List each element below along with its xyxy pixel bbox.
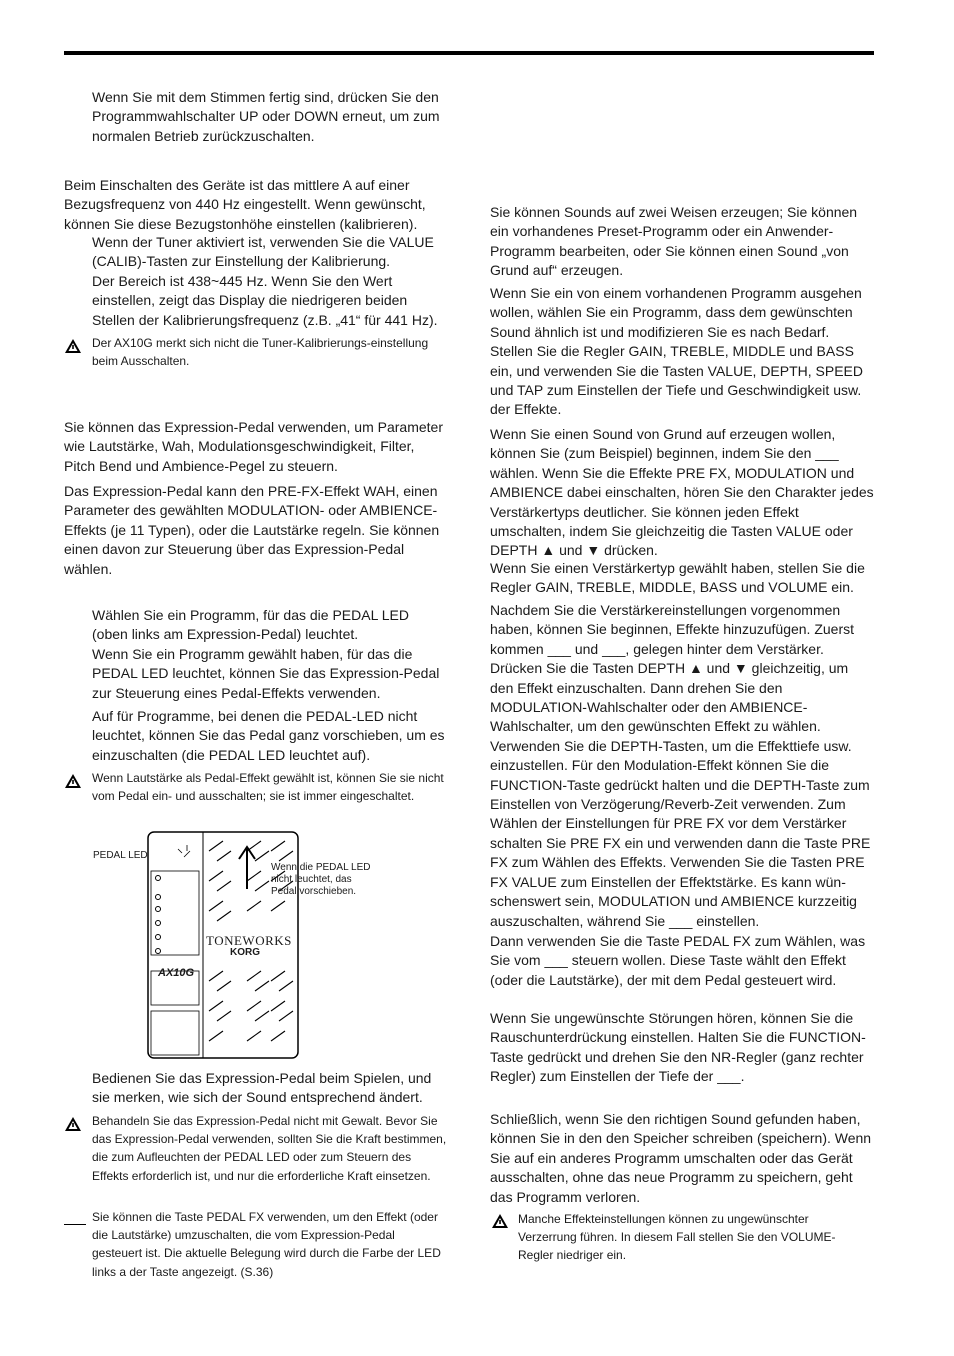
warning-icon [64,773,82,789]
toneworks-logo: TONEWORKS [206,933,292,948]
pedal-figure-caption: Wenn die PEDAL LED nicht leuchtet, das Pedal vorschieben. [271,862,371,897]
pedalfx-note: Sie können die Taste PEDAL FX verwenden, um den Effekt (oder die Lautstärke) umzuschalten, die vom Expression-Pedal gesteuert ist. Die aktuelle Belegung wird durch die Farbe der LED links a der Taste angezeigt. (S.36) [92,1210,441,1279]
add-effects-text: Nachdem Sie die Verstärkereinstellungen vorgenommen haben, können Sie beginnen, Effekte hinzuzufügen. Zuerst kommen ___ und ___, gelegen hinter dem Verstärker. Drücken Sie die Tasten DEPTH ▲ und ▼ gleichzeitig, um den Effekt einzuschalten. Dann drehen Sie den MODULATION-Wahlschalter oder den AMBIENCE-Wahlschalter, um den gewünschten Effekt zu wählen. Verwenden Sie die DEPTH-Tasten, um die Effekttiefe usw. einzustellen. Für den Modulation-Effekt können Sie die FUNCTION-Taste gedrückt halten und die DEPTH-Taste zum Einstellen von Verzögerung/Reverb-Zeit verwenden. Zum Wählen der Einstellungen für PRE FX vor dem Verstärker schalten Sie PRE FX ein und verwenden dann die Taste PRE FX zum Wählen des Effekts. Verwenden Sie die Tasten PRE FX VALUE zum Einstellen der Effektstärke. Es kann wün-schenswert sein, MODULATION und AMBIENCE kurzzeitig auszuschalten, während Sie ___ einstellen. [490,602,871,929]
sounds-intro-text: Sie können Sounds auf zwei Weisen erzeugen; Sie können ein vorhandenes Preset-Programm oder ein Anwender-Programm bearbeiten, oder Sie können einen Sound „von Grund auf“ erzeugen. [490,204,858,279]
model-label: AX10G [158,967,195,979]
from-scratch-text: Wenn Sie einen Sound von Grund auf erzeugen wollen, können Sie (zum Beispiel) beginnen, indem Sie den ___ wählen. Wenn Sie die Effekte PRE FX, MODULATION und AMBIENCE dabei einschalten, hören Sie den Charakter jedes Verstärkertyps deutlicher. Sie können jeden Effekt umschalten, indem Sie gleichzeitig die Tasten VALUE oder DEPTH ▲ und ▼ drücken. [490,426,874,559]
warning-icon [64,338,82,354]
write-program-text: Schließlich, wenn Sie den richtigen Sound gefunden haben, können Sie in den den Speicher schreiben (speichern). Wenn Sie auf ein anderes Programm umschalten oder das Gerät ausschalten, ohne das neue Programm zu speichern, geht das Programm verloren. [490,1111,872,1205]
calibration-step-text: Wenn der Tuner aktiviert ist, verwenden Sie die VALUE (CALIB)-Tasten zur Einstellung der Kalibrierung. [92,234,434,270]
pedal-control-text: Das Expression-Pedal kann den PRE-FX-Effekt WAH, einen Parameter des gewählten MODULATION- oder AMBIENCE-Effekts (je 11 Typen), oder die Lautstärke regeln. Sie können einen davon zur Steuerung über das Expression-Pedal wählen. [64,483,440,577]
warning-icon [64,1116,82,1132]
warning-icon [491,1213,509,1229]
finish-tuning-text: Wenn Sie mit dem Stimmen fertig sind, drücken Sie den Programmwahlschalter UP oder DOWN erneut, um zum normalen Betrieb zurückzuschalten. [92,89,440,144]
volume-note: Wenn Lautstärke als Pedal-Effekt gewählt ist, können Sie sie nicht vom Pedal ein- und ausschalten; sie ist immer eingeschaltet. [92,771,444,804]
calibration-range-text: Der Bereich ist 438~445 Hz. Wenn Sie den Wert einstellen, zeigt das Display die niedrigeren beiden Stellen der Kalibrierungsfrequenz (z.B. „41“ für 441 Hz). [92,273,438,328]
pedal-intro-text: Sie können das Expression-Pedal verwenden, um Parameter wie Lautstärke, Wah, Modulationsgeschwindigkeit, Filter, Pitch Bend und Ambience-Pegel zu steuern. [64,419,443,474]
pedal-step1-text: Wählen Sie ein Programm, für das die PEDAL LED (oben links am Expression-Pedal) leuchtet. [92,607,409,643]
pedal-led-label: PEDAL LED [93,850,148,861]
calibration-note: Der AX10G merkt sich nicht die Tuner-Kalibrierungs-einstellung beim Ausschalten. [92,336,429,369]
note-marker [64,1224,86,1225]
pedal-fx-text: Dann verwenden Sie die Taste PEDAL FX zum Wählen, was Sie vom ___ steuern wollen. Diese Taste wählt den Effekt (oder die Lautstärke), der mit dem Pedal gesteuert wird. [490,933,866,988]
distortion-note: Manche Effekteinstellungen können zu ungewünschter Verzerrung führen. In diesem Fall stellen Sie den VOLUME-Regler niedriger ein. [518,1212,836,1263]
noise-reduction-text: Wenn Sie ungewünschte Störungen hören, können Sie die Rauschunterdrückung einstellen. Halten Sie die FUNCTION-Taste gedrückt und drehen Sie den NR-Regler (ganz rechter Regler) zum Einstellen der Tiefe der ___. [490,1010,866,1085]
calibration-intro-text: Beim Einschalten des Geräte ist das mittlere A auf einer Bezugsfrequenz von 440 Hz eingestellt. Wenn gewünscht, können Sie diese Bezugstonhöhe einstellen (kalibrieren). [64,177,426,232]
amp-type-text: Wenn Sie einen Verstärkertyp gewählt haben, stellen Sie die Regler GAIN, TREBLE, MIDDLE, BASS und VOLUME ein. [490,560,865,596]
pedal-step2-text: Bedienen Sie das Expression-Pedal beim Spielen, und sie merken, wie sich der Sound entsprechend ändert. [92,1070,432,1106]
pedal-step1c-text: Auf für Programme, bei denen die PEDAL-LED nicht leuchtet, können Sie das Pedal ganz vorschieben, um es einzuschalten (die PEDAL LED leuchtet auf). [92,708,445,763]
pedal-step1b-text: Wenn Sie ein Programm gewählt haben, für das die PEDAL LED leuchtet, können Sie das Expression-Pedal zur Steuerung eines Pedal-Effekts verwenden. [92,646,440,701]
korg-logo: KORG [230,947,260,958]
header-rule [64,51,874,55]
existing-program-text: Wenn Sie ein von einem vorhandenen Programm ausgehen wollen, wählen Sie ein Programm, dass dem gewünschten Sound ähnlich ist und modifizieren Sie es nach Bedarf. Stellen Sie die Regler GAIN, TREBLE, MIDDLE und BASS ein, und verwenden Sie die Tasten VALUE, DEPTH, SPEED und TAP zum Einstellen der Tiefe und Geschwindigkeit usw. der Effekte. [490,285,864,418]
force-note: Behandeln Sie das Expression-Pedal nicht mit Gewalt. Bevor Sie das Expression-Pedal verwenden, sollten Sie die Kraft bestimmen, die zum Aufleuchten der PEDAL LED oder zum Steuern des Effekts erforderlich ist, und nur die erforderliche Kraft einsetzen. [92,1114,447,1183]
